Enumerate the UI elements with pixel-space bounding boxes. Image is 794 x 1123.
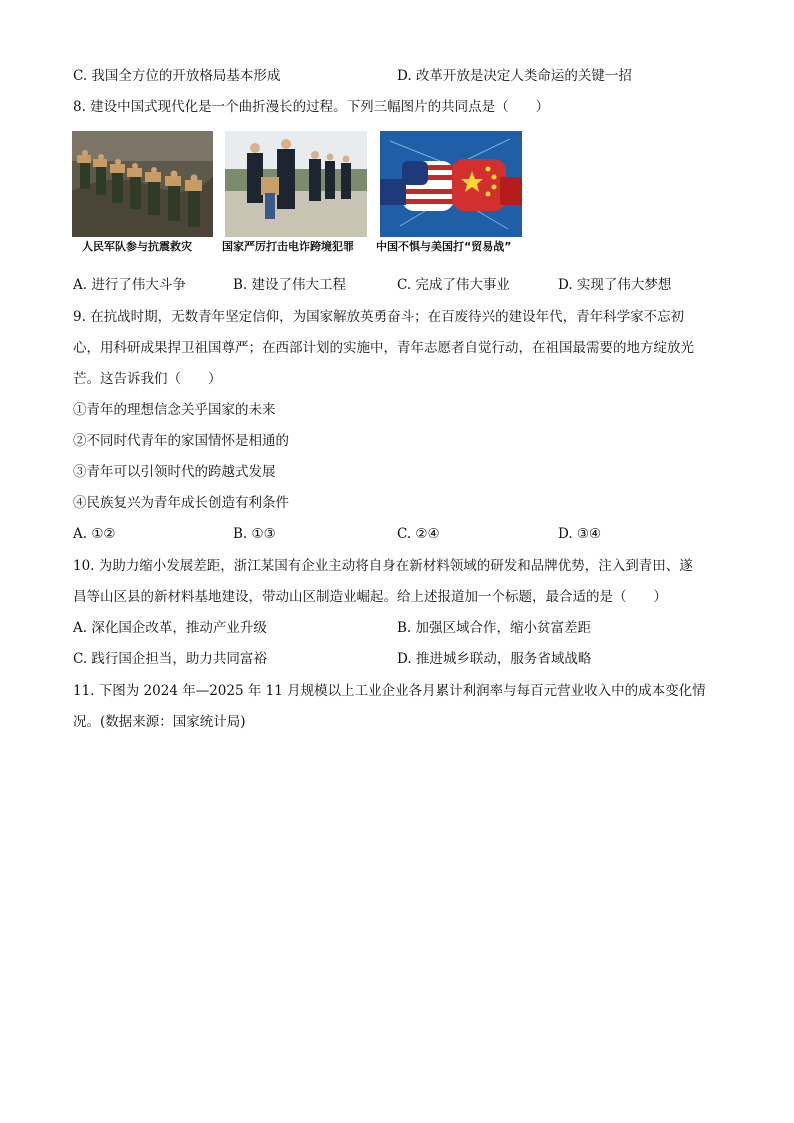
option-d: D. 改革开放是决定人类命运的关键一招 — [397, 68, 632, 84]
question-8-stem: 8. 建设中国式现代化是一个曲折漫长的过程。下列三幅图片的共同点是（ ） — [73, 99, 550, 115]
statement-4: ④民族复兴为青年成长创造有利条件 — [73, 495, 289, 511]
option-d: D. 推进城乡联动，服务省域战略 — [397, 651, 592, 667]
question-10-stem-line-2: 昌等山区县的新材料基地建设，带动山区制造业崛起。给上述报道加一个标题，最合适的是（ ） — [73, 589, 667, 605]
option-a: A. 深化国企改革，推动产业升级 — [73, 620, 267, 636]
option-c: C. 我国全方位的开放格局基本形成 — [73, 68, 281, 84]
option-b: B. 建设了伟大工程 — [233, 277, 347, 293]
statement-1: ①青年的理想信念关乎国家的未来 — [73, 402, 276, 418]
option-a: A. ①② — [73, 526, 116, 542]
caption-3: 中国不惧与美国打“贸易战” — [376, 240, 512, 253]
question-11-stem-line-1: 11. 下图为 2024 年—2025 年 11 月规模以上工业企业各月累计利润率与每百元营业收入中的成本变化情 — [73, 683, 706, 699]
option-b: B. ①③ — [233, 526, 276, 542]
question-9-stem-line-1: 9. 在抗战时期，无数青年坚定信仰，为国家解放英勇奋斗；在百废待兴的建设年代，青年科学家不忘初 — [73, 309, 685, 325]
caption-1: 人民军队参与抗震救灾 — [82, 240, 192, 253]
statement-2: ②不同时代青年的家国情怀是相通的 — [73, 433, 289, 449]
option-d: D. ③④ — [558, 526, 602, 542]
question-9-stem-line-2: 心，用科研成果捍卫祖国尊严；在西部计划的实施中，青年志愿者自觉行动，在祖国最需要的地方绽放光 — [73, 340, 694, 356]
question-11-stem-line-2: 况。(数据来源：国家统计局) — [73, 714, 246, 730]
option-b: B. 加强区域合作，缩小贫富差距 — [397, 620, 592, 636]
photo-police-escort — [225, 131, 367, 237]
option-d: D. 实现了伟大梦想 — [558, 277, 672, 293]
question-9-stem-line-3: 芒。这告诉我们（ ） — [73, 371, 222, 387]
statement-3: ③青年可以引领时代的跨越式发展 — [73, 464, 276, 480]
caption-2: 国家严厉打击电诈跨境犯罪 — [222, 240, 354, 253]
question-10-stem-line-1: 10. 为助力缩小发展差距，浙江某国有企业主动将自身在新材料领域的研发和品牌优势，注入到青田、遂 — [73, 558, 693, 574]
option-c: C. ②④ — [397, 526, 440, 542]
option-c: C. 践行国企担当，助力共同富裕 — [73, 651, 267, 667]
photo-army-relief — [72, 131, 213, 237]
photo-trade-war-fists — [380, 131, 522, 237]
option-c: C. 完成了伟大事业 — [397, 277, 510, 293]
option-a: A. 进行了伟大斗争 — [73, 277, 186, 293]
